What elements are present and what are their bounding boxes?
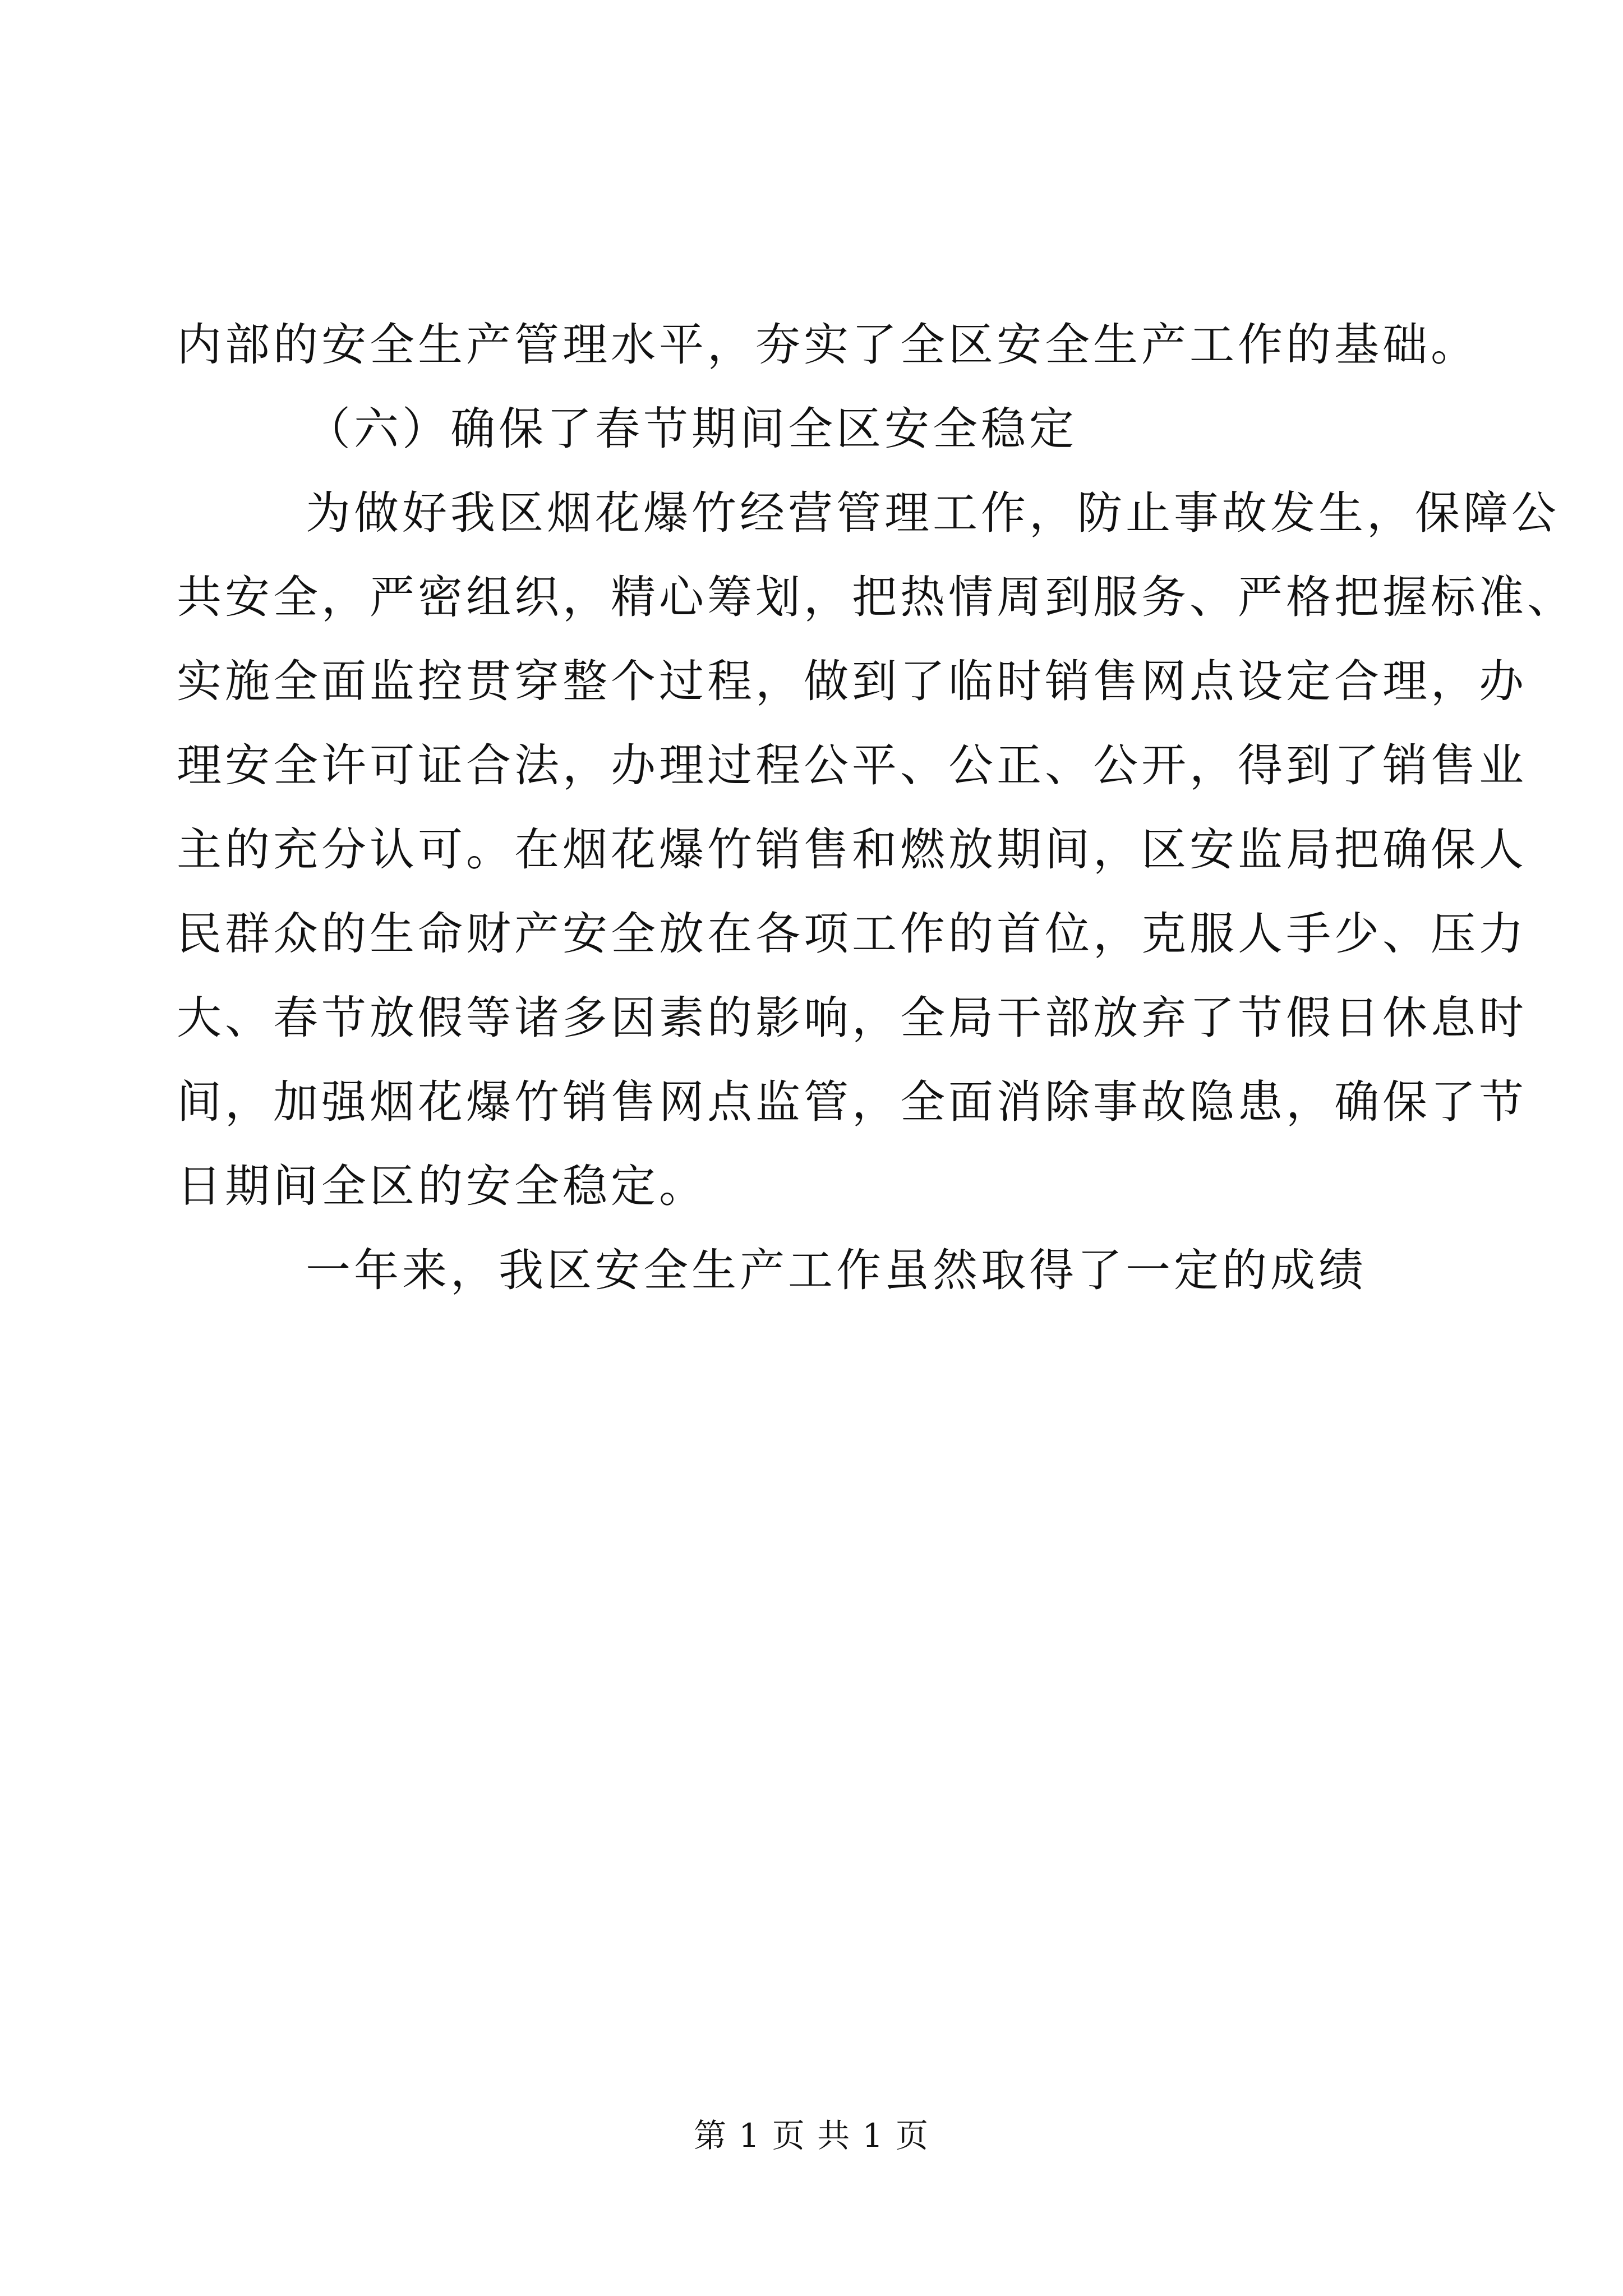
paragraph-line-1: 内部的安全生产管理水平，夯实了全区安全生产工作的基础。 <box>177 319 1479 371</box>
paragraph-line-9: 大、春节放假等诸多因素的影响，全局干部放弃了节假日休息时 <box>177 992 1527 1044</box>
paragraph-line-7: 主的充分认可。在烟花爆竹销售和燃放期间，区安监局把确保人 <box>177 823 1527 876</box>
paragraph-line-11: 日期间全区的安全稳定。 <box>177 1160 707 1212</box>
paragraph-line-5: 实施全面监控贯穿整个过程，做到了临时销售网点设定合理，办 <box>177 655 1527 707</box>
document-body <box>177 303 1575 1313</box>
section-heading: （六）确保了春节期间全区安全稳定 <box>306 403 1077 455</box>
paragraph-line-10: 间，加强烟花爆竹销售网点监管，全面消除事故隐患，确保了节 <box>177 1076 1527 1128</box>
page-footer: 第 1 页 共 1 页 <box>694 2116 929 2155</box>
paragraph-line-4: 共安全，严密组织，精心筹划，把热情周到服务、严格把握标准、 <box>177 571 1575 623</box>
paragraph-line-8: 民群众的生命财产安全放在各项工作的首位，克服人手少、压力 <box>177 908 1527 960</box>
paragraph-line-3: 为做好我区烟花爆竹经营管理工作，防止事故发生，保障公 <box>306 487 1560 539</box>
paragraph-line-12: 一年来，我区安全生产工作虽然取得了一定的成绩 <box>306 1244 1367 1296</box>
paragraph-line-6: 理安全许可证合法，办理过程公平、公正、公开，得到了销售业 <box>177 739 1527 792</box>
